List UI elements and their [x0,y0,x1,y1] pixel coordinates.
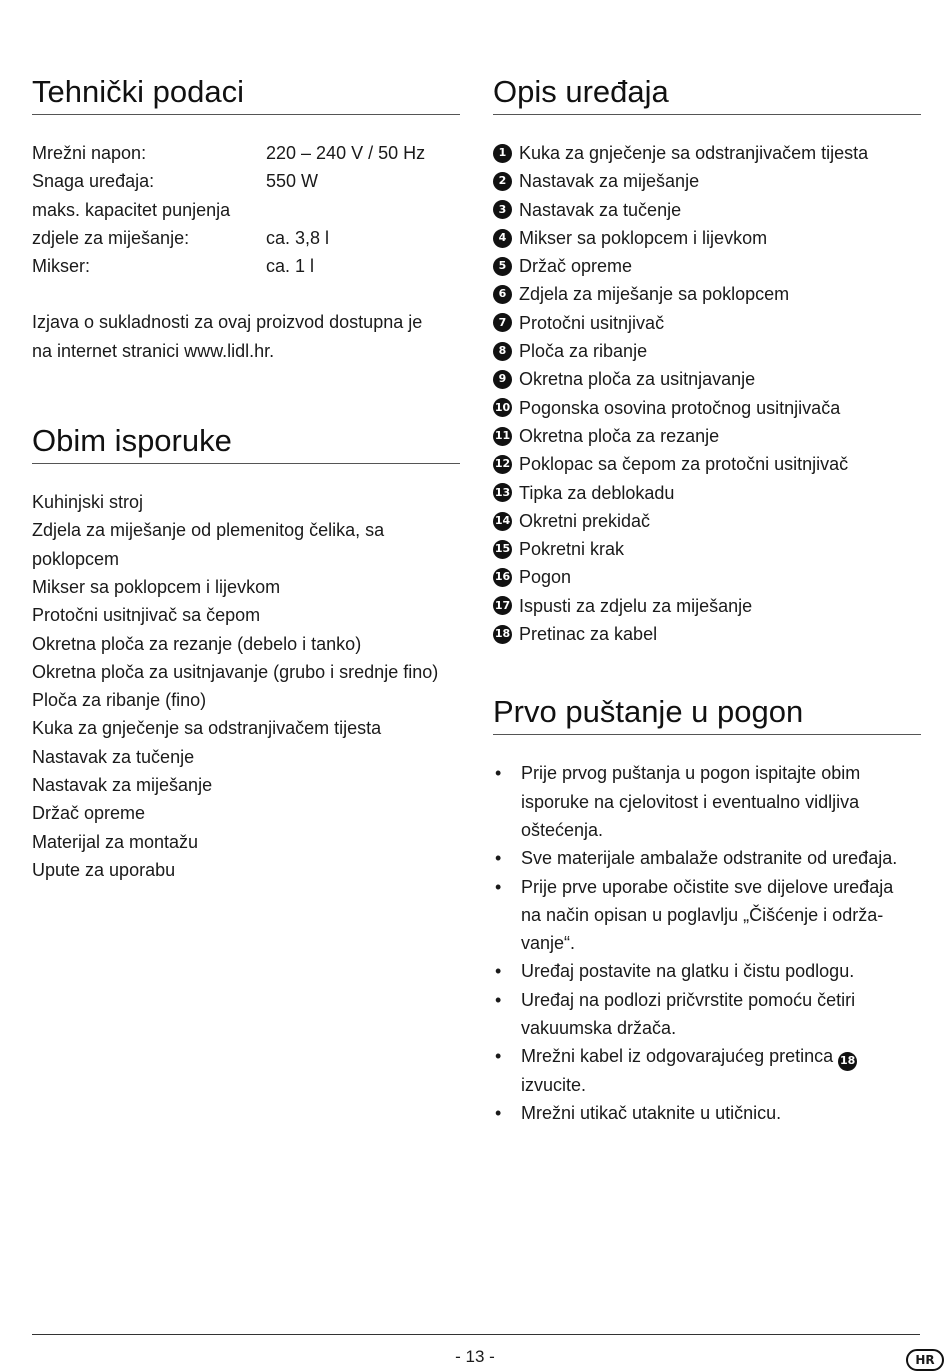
part-label: Okretni prekidač [519,510,651,531]
scope-list [32,488,460,884]
list-item [493,337,921,365]
list-item: Držač opreme [32,803,146,824]
number-badge: 8 [493,342,512,361]
list-item: Kuka za gnječenje sa odstranjivačem tijesta [32,718,382,739]
part-label: Protočni usitnjivač [519,312,665,333]
list-item [493,450,921,478]
bullet-text [521,957,921,985]
list-item [493,479,921,507]
spec-label: Mrežni napon: [32,143,147,163]
list-item [493,844,921,872]
part-label: Zdjela za miješanje sa poklopcem [519,284,790,305]
list-item [493,280,921,308]
spec-value: ca. 1 l [266,256,315,277]
number-badge: 16 [493,568,512,587]
text-fragment: Mrežni kabel iz odgovarajućeg pretinca [521,1046,834,1067]
number-badge: 9 [493,370,512,389]
number-badge: 5 [493,257,512,276]
number-badge: 2 [493,172,512,191]
text-line: izvucite. [521,1074,587,1095]
scope-heading: Obim isporuke [32,421,460,464]
spec-row [32,167,460,195]
part-label: Pretinac za kabel [519,624,658,645]
part-label: Pogon [519,567,572,588]
list-item: Okretna ploča za rezanje (debelo i tanko) [32,633,362,654]
description-heading: Opis uređaja [493,72,921,115]
spec-label: Mikser: [32,256,90,277]
list-item [493,394,921,422]
right-column [493,72,921,1128]
list-item [493,196,921,224]
list-item [493,535,921,563]
spec-value: 220 – 240 V / 50 Hz [266,143,426,163]
part-label: Okretna ploča za rezanje [519,425,720,446]
declaration-line: na internet stranici www.lidl.hr. [32,340,275,361]
text-line: vanje“. [521,933,576,954]
number-badge: 6 [493,285,512,304]
bullet-icon: • [495,876,502,897]
number-badge: 15 [493,540,512,559]
startup-list [493,759,921,1127]
list-item: Nastavak za miješanje [32,775,213,796]
list-item [493,957,921,985]
part-label: Ispusti za zdjelu za miješanje [519,595,753,616]
bullet-icon: • [495,989,502,1010]
part-label: Nastavak za tučenje [519,199,682,220]
part-label: Mikser sa poklopcem i lijevkom [519,227,768,248]
left-column [32,72,460,884]
list-item [493,592,921,620]
bullet-text [521,873,921,958]
list-item: Okretna ploča za usitnjavanje (grubo i srednje fino) [32,661,439,682]
list-item [493,620,921,648]
text-line: vakuumska držača. [521,1018,677,1039]
number-badge: 12 [493,455,512,474]
text-line: Uređaj postavite na glatku i čistu podlogu. [521,961,855,982]
part-label: Pokretni krak [519,539,625,560]
part-label: Tipka za deblokadu [519,482,675,503]
language-badge: HR [906,1349,944,1371]
list-item: poklopcem [32,548,120,569]
list-item [493,309,921,337]
list-item [493,252,921,280]
list-item [493,759,921,844]
list-item [493,139,921,167]
declaration-paragraph [32,308,460,365]
number-badge: 13 [493,483,512,502]
spec-row [32,196,460,224]
list-item [493,224,921,252]
list-item: Mikser sa poklopcem i lijevkom [32,576,281,597]
text-line: Sve materijale ambalaže odstranite od uređaja. [521,848,898,869]
list-item [493,507,921,535]
spec-value: 550 W [266,171,319,192]
spec-table [32,139,460,280]
list-item [493,986,921,1043]
text-line [521,1042,921,1071]
list-item [493,422,921,450]
page-number: - 13 - [455,1347,495,1366]
spec-row [32,252,460,280]
bullet-text [521,1042,921,1099]
list-item [493,1042,921,1099]
list-item: Kuhinjski stroj [32,492,144,513]
number-badge: 3 [493,200,512,219]
text-line: Uređaj na podlozi pričvrstite pomoću četiri [521,989,856,1010]
list-item [493,167,921,195]
number-badge: 18 [493,625,512,644]
text-line: isporuke na cjelovitost i eventualno vidljiva [521,791,860,812]
bullet-text [521,1099,921,1127]
list-item [493,873,921,958]
part-label: Kuka za gnječenje sa odstranjivačem tijesta [519,143,869,163]
number-badge: 17 [493,596,512,615]
part-label: Poklopac sa čepom za protočni usitnjivač [519,454,849,475]
startup-heading: Prvo puštanje u pogon [493,692,921,735]
list-item [493,365,921,393]
part-label: Okretna ploča za usitnjavanje [519,369,756,390]
number-badge: 18 [838,1052,857,1071]
declaration-line: Izjava o sukladnosti za ovaj proizvod dostupna je [32,312,423,333]
number-badge: 1 [493,144,512,163]
text-line: Prije prve uporabe očistite sve dijelove uređaja [521,876,894,897]
part-label: Ploča za ribanje [519,341,648,362]
spec-label: Snaga uređaja: [32,171,155,192]
spec-row [32,139,460,167]
text-line: na način opisan u poglavlju „Čišćenje i održa- [521,904,884,925]
spec-row [32,224,460,252]
tech-data-heading: Tehnički podaci [32,72,460,115]
spec-value: ca. 3,8 l [266,227,330,248]
list-item: Nastavak za tučenje [32,746,195,767]
list-item [493,563,921,591]
bullet-icon: • [495,961,502,982]
footer-divider [32,1334,920,1335]
parts-list [493,139,921,648]
part-label: Nastavak za miješanje [519,171,700,192]
list-item: Materijal za montažu [32,831,199,852]
bullet-icon: • [495,1046,502,1067]
part-label: Držač opreme [519,256,633,277]
list-item [493,1099,921,1127]
list-item: Ploča za ribanje (fino) [32,690,207,711]
number-badge: 10 [493,398,512,417]
bullet-icon: • [495,763,502,784]
bullet-icon: • [495,848,502,869]
number-badge: 14 [493,512,512,531]
bullet-text [521,986,921,1043]
number-badge: 7 [493,313,512,332]
text-line: oštećenja. [521,819,604,840]
part-label: Pogonska osovina protočnog usitnjivača [519,397,841,418]
number-badge: 4 [493,229,512,248]
bullet-text [521,759,921,844]
bullet-icon: • [495,1103,502,1124]
number-badge: 11 [493,427,512,446]
list-item: Zdjela za miješanje od plemenitog čelika, sa [32,520,385,541]
bullet-text [521,844,921,872]
list-item: Upute za uporabu [32,859,176,880]
text-line: Mrežni utikač utaknite u utičnicu. [521,1103,782,1124]
spec-label: zdjele za miješanje: [32,227,190,248]
text-line: Prije prvog puštanja u pogon ispitajte obim [521,763,861,784]
list-item: Protočni usitnjivač sa čepom [32,605,261,626]
spec-label: maks. kapacitet punjenja [32,199,231,220]
